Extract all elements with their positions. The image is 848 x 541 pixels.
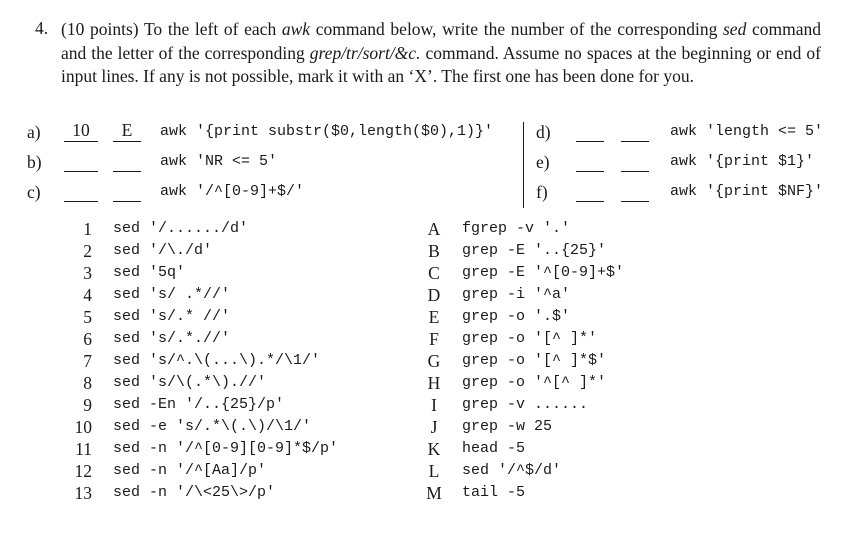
question-intro	[61, 18, 821, 89]
grep-command: fgrep -v '.'	[462, 220, 571, 237]
grep-letter: J	[430, 417, 438, 437]
awk-command: awk 'length <= 5'	[670, 123, 824, 140]
answer-number-blank[interactable]	[64, 152, 98, 172]
awk-command: awk '{print substr($0,length($0),1)}'	[160, 123, 494, 140]
intro-text: (10 points) To the left of each	[61, 19, 282, 39]
intro-awk: awk	[281, 19, 311, 39]
answer-number-blank[interactable]	[576, 182, 604, 202]
sed-command: sed 's/.* //'	[113, 308, 231, 325]
sed-number: 7	[83, 351, 92, 371]
grep-letter: H	[427, 373, 441, 393]
answer-letter-blank[interactable]: E	[113, 122, 141, 142]
grep-letter: G	[427, 351, 441, 371]
intro-sed: sed	[723, 19, 747, 39]
awk-item-label: f)	[536, 182, 548, 202]
sed-number: 12	[74, 461, 92, 481]
grep-letter: E	[428, 307, 440, 327]
sed-number: 11	[75, 439, 92, 459]
grep-letter: K	[427, 439, 441, 459]
grep-command: grep -E '..{25}'	[462, 242, 607, 259]
grep-command: grep -i '^a'	[462, 286, 571, 303]
sed-number: 1	[83, 219, 92, 239]
sed-number: 9	[83, 395, 92, 415]
answer-number-blank[interactable]	[64, 182, 98, 202]
sed-command: sed -e 's/.*\(.\)/\1/'	[113, 418, 312, 435]
answer-number-blank[interactable]	[576, 122, 604, 142]
sed-command: sed 's/\(.*\).//'	[113, 374, 267, 391]
sed-number: 2	[83, 241, 92, 261]
awk-command: awk '{print $NF}'	[670, 183, 824, 200]
awk-item-label: d)	[536, 122, 551, 142]
answer-letter-blank[interactable]	[621, 152, 649, 172]
grep-letter: I	[431, 395, 437, 415]
grep-command: grep -o '[^ ]*$'	[462, 352, 607, 369]
awk-command: awk '{print $1}'	[670, 153, 815, 170]
column-divider	[523, 122, 524, 208]
grep-command: head -5	[462, 440, 526, 457]
sed-command: sed 's/^.\(...\).*/\1/'	[113, 352, 321, 369]
awk-item-label: b)	[27, 152, 42, 172]
grep-command: grep -w 25	[462, 418, 553, 435]
sed-command: sed -n '/^[0-9][0-9]*$/p'	[113, 440, 339, 457]
sed-command: sed '/\./d'	[113, 242, 213, 259]
awk-item-label: c)	[27, 182, 41, 202]
grep-command: grep -o '.$'	[462, 308, 571, 325]
sed-command: sed 's/ .*//'	[113, 286, 231, 303]
sed-number: 8	[83, 373, 92, 393]
grep-command: grep -o '^[^ ]*'	[462, 374, 607, 391]
intro-text: command. Assume no spaces at the beginning or end of input lines. If any is not possible, mark it with an ‘X’. The first one has been done for you.	[61, 42, 822, 86]
grep-command: grep -E '^[0-9]+$'	[462, 264, 625, 281]
sed-command: sed '/....../d'	[113, 220, 249, 237]
grep-letter: C	[428, 263, 440, 283]
grep-letter: A	[427, 219, 441, 239]
sed-command: sed '5q'	[113, 264, 186, 281]
intro-text: command and the letter of the corresponding	[61, 19, 822, 63]
answer-letter-blank[interactable]	[621, 122, 649, 142]
grep-command: tail -5	[462, 484, 526, 501]
awk-command: awk 'NR <= 5'	[160, 153, 278, 170]
grep-letter: M	[426, 483, 442, 503]
intro-grep-etc: grep/tr/sort/&c.	[309, 42, 421, 63]
answer-letter-blank[interactable]	[621, 182, 649, 202]
sed-number: 10	[74, 417, 92, 437]
answer-number-blank[interactable]: 10	[64, 122, 98, 142]
answer-number-blank[interactable]	[576, 152, 604, 172]
sed-number: 4	[83, 285, 92, 305]
grep-letter: B	[428, 241, 440, 261]
sed-number: 6	[83, 329, 92, 349]
awk-item-label: a)	[27, 122, 41, 142]
intro-text: command below, write the number of the corresponding	[310, 19, 723, 39]
sed-command: sed -n '/\<25\>/p'	[113, 484, 276, 501]
grep-command: grep -o '[^ ]*'	[462, 330, 598, 347]
sed-command: sed 's/.*.//'	[113, 330, 231, 347]
answer-letter-blank[interactable]	[113, 152, 141, 172]
grep-letter: D	[427, 285, 441, 305]
awk-command: awk '/^[0-9]+$/'	[160, 183, 305, 200]
grep-command: grep -v ......	[462, 396, 589, 413]
sed-number: 3	[83, 263, 92, 283]
grep-letter: F	[429, 329, 439, 349]
answer-letter-blank[interactable]	[113, 182, 141, 202]
sed-number: 5	[83, 307, 92, 327]
sed-command: sed -n '/^[Aa]/p'	[113, 462, 267, 479]
question-number: 4.	[35, 18, 49, 38]
grep-letter: L	[428, 461, 440, 481]
grep-command: sed '/^$/d'	[462, 462, 562, 479]
awk-item-label: e)	[536, 152, 550, 172]
sed-number: 13	[74, 483, 92, 503]
sed-command: sed -En '/..{25}/p'	[113, 396, 285, 413]
